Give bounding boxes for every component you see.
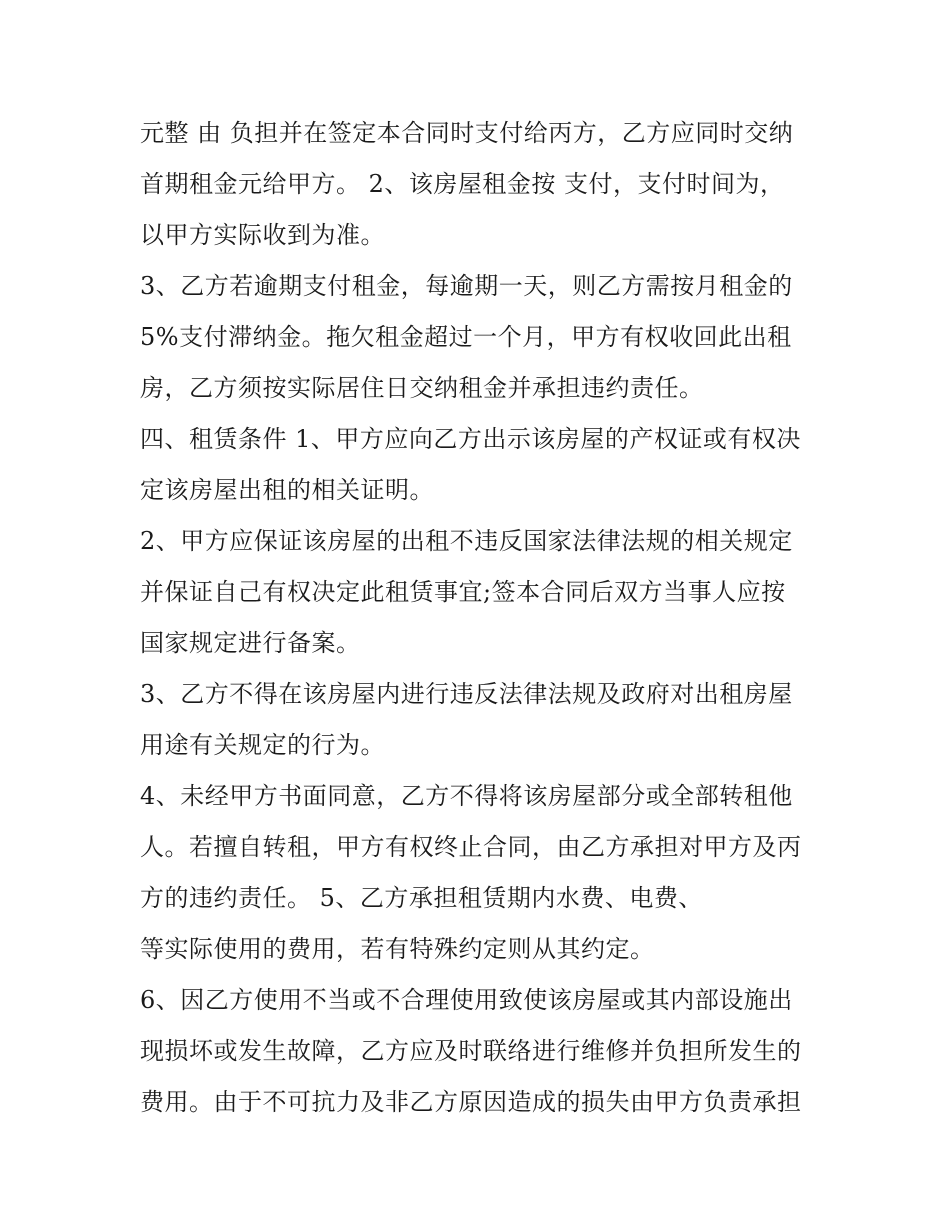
text-line: 房，乙方须按实际居住日交纳租金并承担违约责任。 xyxy=(140,374,704,402)
text-line: 2、甲方应保证该房屋的出租不违反国家法律法规的相关规定 xyxy=(140,527,793,555)
text-line: 用途有关规定的行为。 xyxy=(140,731,385,759)
text-line: 四、租赁条件 1、甲方应向乙方出示该房屋的产权证或有权决 xyxy=(140,425,801,453)
text-line: 以甲方实际收到为准。 xyxy=(140,221,385,249)
text-line: 人。若擅自转租，甲方有权终止合同，由乙方承担对甲方及丙 xyxy=(140,833,802,861)
text-line: 元整 由 负担并在签定本合同时支付给丙方，乙方应同时交纳 xyxy=(140,119,794,147)
text-line: 现损坏或发生故障，乙方应及时联络进行维修并负担所发生的 xyxy=(140,1037,802,1065)
text-line: 定该房屋出租的相关证明。 xyxy=(140,476,434,504)
text-line: 6、因乙方使用不当或不合理使用致使该房屋或其内部设施出 xyxy=(140,986,793,1014)
text-line: 5%支付滞纳金。拖欠租金超过一个月，甲方有权收回此出租 xyxy=(140,323,792,351)
text-line: 等实际使用的费用，若有特殊约定则从其约定。 xyxy=(140,935,655,963)
text-line: 并保证自己有权决定此租赁事宜;签本合同后双方当事人应按 xyxy=(140,578,786,606)
text-line: 首期租金元给甲方。 2、该房屋租金按 支付，支付时间为， xyxy=(140,170,785,198)
text-line: 方的违约责任。 5、乙方承担租赁期内水费、电费、 xyxy=(140,884,703,912)
document-body xyxy=(140,108,820,1128)
text-line: 3、乙方若逾期支付租金，每逾期一天，则乙方需按月租金的 xyxy=(140,272,793,300)
text-line: 国家规定进行备案。 xyxy=(140,629,361,657)
text-line: 3、乙方不得在该房屋内进行违反法律法规及政府对出租房屋 xyxy=(140,680,793,708)
text-line: 费用。由于不可抗力及非乙方原因造成的损失由甲方负责承担 xyxy=(140,1088,802,1116)
text-line: 4、未经甲方书面同意，乙方不得将该房屋部分或全部转租他 xyxy=(140,782,793,810)
